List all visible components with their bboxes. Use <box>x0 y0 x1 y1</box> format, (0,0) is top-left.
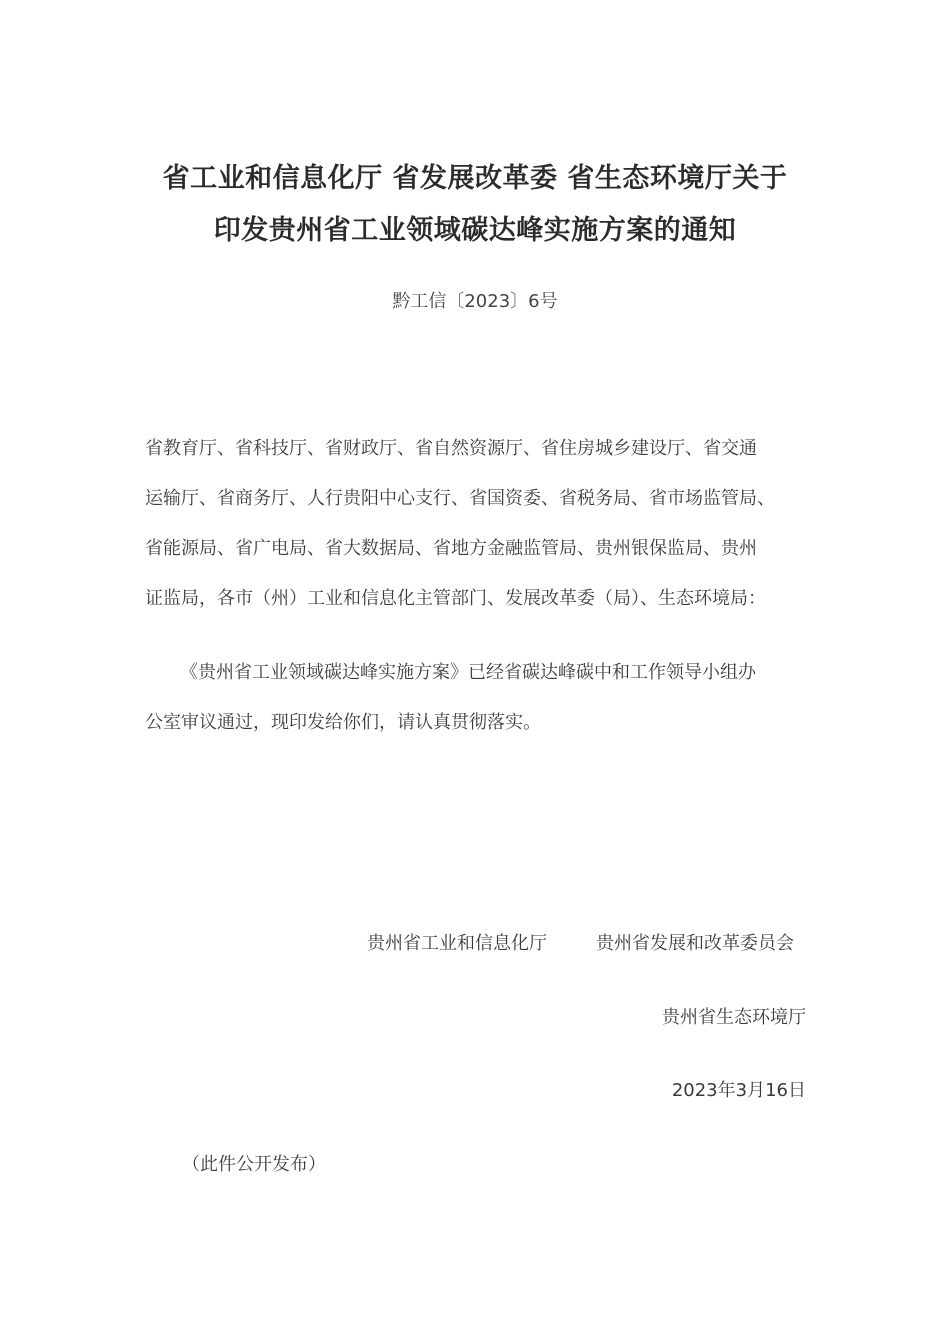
signatory-ecology-dept: 贵州省生态环境厅 <box>662 1007 806 1028</box>
addressee-line-1: 省教育厅、省科技厅、省财政厅、省自然资源厅、省住房城乡建设厅、省交通 <box>145 438 757 459</box>
document-number: 黔工信〔2023〕6号 <box>392 291 558 312</box>
issue-date: 2023年3月16日 <box>671 1080 806 1101</box>
document-title-line-2: 印发贵州省工业领域碳达峰实施方案的通知 <box>213 215 737 246</box>
signatory-development-commission: 贵州省发展和改革委员会 <box>596 933 794 954</box>
document-title-line-1: 省工业和信息化厅 省发展改革委 省生态环境厅关于 <box>162 163 788 194</box>
addressee-line-2: 运输厅、省商务厅、人行贵阳中心支行、省国资委、省税务局、省市场监管局、 <box>145 488 775 509</box>
publication-note: （此件公开发布） <box>182 1154 326 1175</box>
addressee-line-3: 省能源局、省广电局、省大数据局、省地方金融监管局、贵州银保监局、贵州 <box>145 538 757 559</box>
addressee-line-4: 证监局，各市（州）工业和信息化主管部门、发展改革委（局）、生态环境局： <box>145 588 766 609</box>
signatory-industry-dept: 贵州省工业和信息化厅 <box>367 933 547 954</box>
body-paragraph-line-2: 公室审议通过，现印发给你们，请认真贯彻落实。 <box>145 712 541 733</box>
body-paragraph-line-1: 《贵州省工业领域碳达峰实施方案》已经省碳达峰碳中和工作领导小组办 <box>180 662 756 683</box>
